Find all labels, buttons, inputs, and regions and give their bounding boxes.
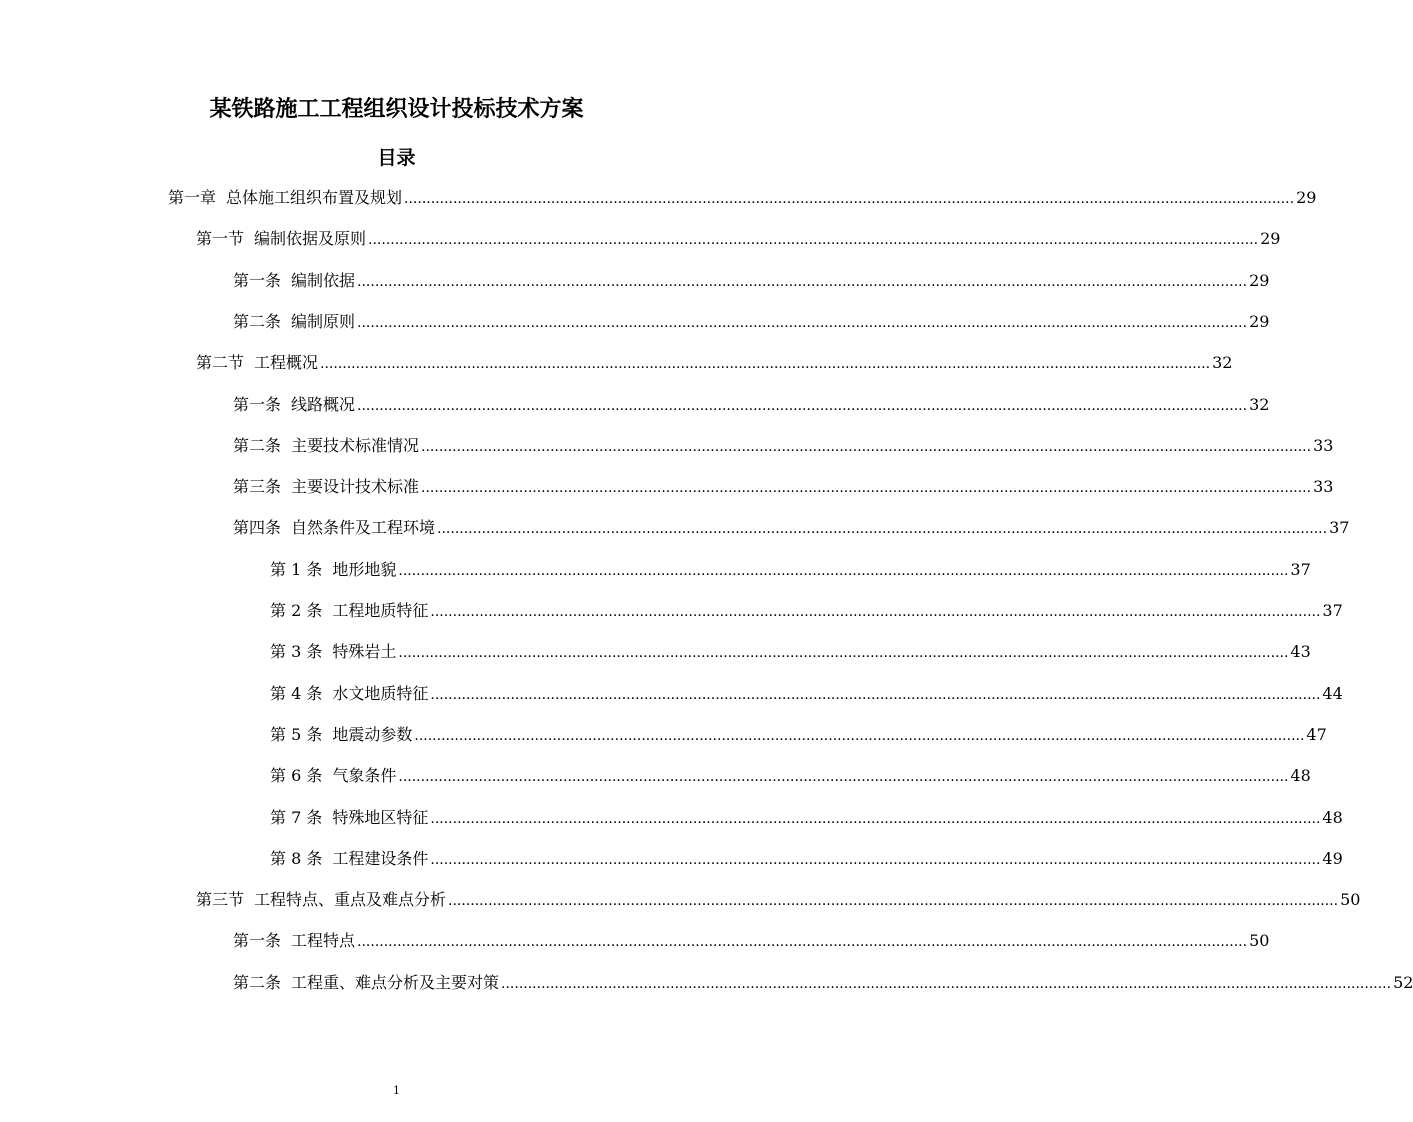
toc-entry-number: 第一条	[233, 931, 282, 951]
toc-entry-number: 第 2 条	[270, 601, 323, 620]
toc-entry-title: 特殊地区特征	[332, 807, 429, 827]
toc-entry-title: 水文地质特征	[332, 683, 429, 703]
toc-entry-title: 总体施工组织布置及规划	[226, 188, 403, 207]
toc-entry-page: 48	[1322, 807, 1343, 827]
document-title: 某铁路施工工程组织设计投标技术方案	[209, 97, 584, 122]
toc-entry[interactable]	[270, 557, 1311, 583]
toc-entry[interactable]	[196, 350, 1233, 376]
toc-entry-title: 工程特点	[291, 931, 356, 951]
toc-entry-page: 47	[1306, 724, 1327, 744]
toc-leader-dots: ........................................................................................................................................................................................................	[320, 356, 1211, 373]
toc-entry-title: 工程地质特征	[332, 601, 429, 620]
toc-entry-number: 第 5 条	[270, 724, 323, 744]
toc-entry-number: 第 1 条	[270, 559, 323, 579]
toc-entry[interactable]	[270, 805, 1343, 831]
toc-leader-dots: ........................................................................................................................................................................................................	[404, 191, 1295, 207]
toc-entry-number: 第三节	[196, 890, 245, 910]
page-number: 1	[393, 1084, 400, 1097]
toc-entry-title: 编制依据及原则	[254, 229, 367, 249]
toc-entry[interactable]	[270, 722, 1327, 748]
toc-entry-title: 编制原则	[291, 311, 356, 331]
toc-entry-page: 37	[1290, 559, 1311, 579]
toc-entry-page: 43	[1290, 642, 1311, 662]
toc-entry[interactable]	[233, 474, 1334, 500]
toc-entry[interactable]	[233, 515, 1350, 541]
toc-leader-dots: ........................................................................................................................................................................................................	[398, 562, 1289, 579]
toc-entry-title: 主要设计技术标准	[291, 477, 420, 497]
toc-entry[interactable]	[168, 185, 1317, 211]
toc-leader-dots: ........................................................................................................................................................................................................	[357, 397, 1248, 414]
toc-entry-page: 29	[1296, 188, 1317, 207]
toc-entry-title: 地震动参数	[332, 724, 413, 744]
toc-leader-dots: ........................................................................................................................................................................................................	[398, 769, 1289, 786]
toc-entry[interactable]	[233, 928, 1270, 954]
toc-leader-dots: ........................................................................................................................................................................................................	[398, 645, 1289, 662]
toc-heading: 目录	[377, 147, 416, 169]
toc-entry[interactable]	[270, 598, 1343, 624]
toc-entry-title: 工程特点、重点及难点分析	[254, 890, 447, 910]
toc-entry-title: 自然条件及工程环境	[291, 518, 436, 538]
toc-entry-number: 第二节	[196, 353, 245, 373]
toc-entry[interactable]	[233, 970, 1413, 996]
toc-entry-number: 第 7 条	[270, 807, 323, 827]
toc-entry-title: 工程概况	[254, 353, 319, 373]
toc-leader-dots: ........................................................................................................................................................................................................	[437, 521, 1328, 538]
toc-entry-number: 第二条	[233, 972, 282, 992]
toc-entry-title: 地形地貌	[332, 559, 397, 579]
toc-entry-page: 44	[1322, 683, 1343, 703]
toc-leader-dots: ........................................................................................................................................................................................................	[368, 232, 1259, 249]
toc-leader-dots: ........................................................................................................................................................................................................	[414, 727, 1305, 744]
toc-entry[interactable]	[270, 639, 1311, 665]
toc-entry-number: 第一条	[233, 394, 282, 414]
toc-entry[interactable]	[196, 226, 1281, 252]
toc-leader-dots: ........................................................................................................................................................................................................	[430, 604, 1321, 620]
toc-leader-dots: ........................................................................................................................................................................................................	[501, 975, 1392, 992]
toc-entry-number: 第一条	[233, 270, 282, 290]
toc-entry-title: 特殊岩土	[332, 642, 397, 662]
toc-entry-page: 50	[1340, 890, 1361, 910]
toc-entry-title: 主要技术标准情况	[291, 435, 420, 455]
toc-entry-title: 气象条件	[332, 766, 397, 786]
toc-entry-number: 第一章	[168, 188, 217, 207]
toc-entry[interactable]	[233, 433, 1334, 459]
toc-entry-number: 第二条	[233, 435, 282, 455]
toc-leader-dots: ........................................................................................................................................................................................................	[430, 686, 1321, 703]
toc-leader-dots: ........................................................................................................................................................................................................	[357, 314, 1248, 331]
toc-entry-page: 37	[1329, 518, 1350, 538]
toc-entry-page: 29	[1249, 311, 1270, 331]
toc-leader-dots: ........................................................................................................................................................................................................	[357, 934, 1248, 951]
toc-leader-dots: ........................................................................................................................................................................................................	[430, 810, 1321, 827]
toc-entry-page: 49	[1322, 848, 1343, 868]
toc-entry[interactable]	[270, 763, 1311, 789]
toc-entry-page: 50	[1249, 931, 1270, 951]
toc-entry-page: 52	[1393, 972, 1413, 992]
toc-entry-title: 工程重、难点分析及主要对策	[291, 972, 500, 992]
toc-leader-dots: ........................................................................................................................................................................................................	[421, 480, 1312, 497]
toc-entry-page: 32	[1249, 394, 1270, 414]
toc-entry-number: 第 3 条	[270, 642, 323, 662]
toc-leader-dots: ........................................................................................................................................................................................................	[421, 438, 1312, 455]
toc-entry-number: 第一节	[196, 229, 245, 249]
toc-entry-number: 第 6 条	[270, 766, 323, 786]
toc-entry[interactable]	[233, 309, 1270, 335]
toc-entry[interactable]	[196, 887, 1361, 913]
toc-leader-dots: ........................................................................................................................................................................................................	[448, 893, 1339, 910]
toc-entry[interactable]	[233, 268, 1270, 294]
toc-entry-number: 第四条	[233, 518, 282, 538]
toc-entry-page: 29	[1249, 270, 1270, 290]
toc-leader-dots: ........................................................................................................................................................................................................	[430, 851, 1321, 868]
toc-entry-title: 工程建设条件	[332, 848, 429, 868]
toc-entry-page: 37	[1322, 601, 1343, 620]
toc-entry-page: 32	[1212, 353, 1233, 373]
toc-entry-title: 线路概况	[291, 394, 356, 414]
toc-entry[interactable]	[233, 392, 1270, 418]
toc-entry-number: 第二条	[233, 311, 282, 331]
toc-entry-number: 第 4 条	[270, 683, 323, 703]
toc-entry-title: 编制依据	[291, 270, 356, 290]
toc-entry-page: 33	[1313, 477, 1334, 497]
toc-entry-number: 第三条	[233, 477, 282, 497]
toc-entry[interactable]	[270, 681, 1343, 707]
toc-entry-page: 48	[1290, 766, 1311, 786]
toc-entry-number: 第 8 条	[270, 848, 323, 868]
toc-leader-dots: ........................................................................................................................................................................................................	[357, 273, 1248, 290]
toc-entry-page: 29	[1260, 229, 1281, 249]
toc-entry-page: 33	[1313, 435, 1334, 455]
toc-entry[interactable]	[270, 846, 1343, 872]
